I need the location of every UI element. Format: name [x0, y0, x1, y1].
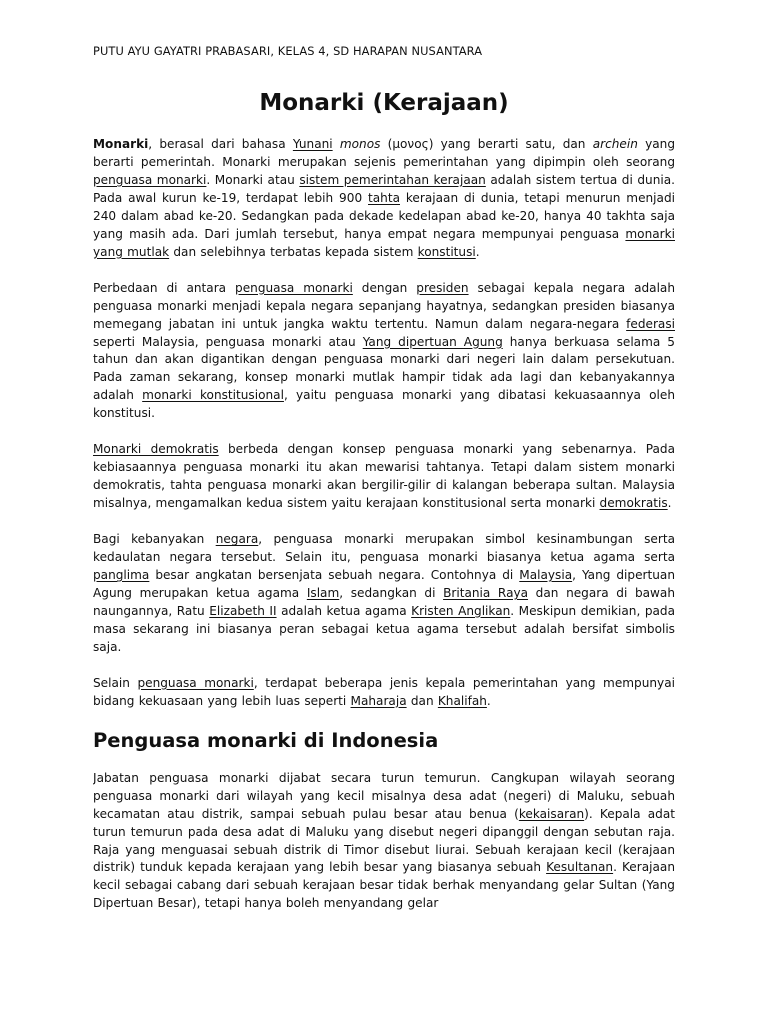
link-maharaja[interactable]: Maharaja [350, 693, 407, 708]
link-demokratis[interactable]: demokratis [599, 496, 668, 511]
text: dengan [352, 280, 417, 295]
text: , Yang dipertuan Agung merupakan ketua agama [93, 568, 675, 600]
text [333, 137, 340, 151]
text: adalah sistem tertua di dunia. Pada awal kurun ke-19, terdapat lebih 900 [93, 172, 675, 205]
link-presiden[interactable]: presiden [416, 280, 469, 295]
text: dan [406, 693, 438, 708]
link-islam[interactable]: Islam [306, 585, 340, 600]
section-heading-indonesia: Penguasa monarki di Indonesia [93, 728, 439, 752]
paragraph-perbedaan [93, 280, 675, 424]
text: kerajaan di dunia, tetapi menurun menjadi 240 dalam abad ke-20. Sedangkan pada dekade kedelapan abad ke-20, hanya 40 takhta saja yang masih ada. Dari jumlah tersebut, hanya empat negara mempunyai penguasa [93, 190, 675, 241]
text: Perbedaan di antara [93, 280, 236, 295]
link-yunani[interactable]: Yunani [292, 137, 333, 151]
text: . [475, 244, 480, 259]
document-title: Monarki (Kerajaan) [259, 90, 509, 116]
text: , terdapat beberapa jenis kepala pemerintahan yang mempunyai bidang kekuasaan yang lebih luas seperti [93, 675, 675, 708]
link-penguasa-monarki[interactable]: penguasa monarki [235, 280, 353, 295]
paragraph-simbol-kesinambungan [93, 531, 675, 657]
link-monarki-yang-mutlak[interactable]: monarki yang mutlak [93, 226, 675, 259]
link-monarki-konstitusional[interactable]: monarki konstitusional [142, 388, 284, 403]
link-kesultanan[interactable]: Kesultanan [546, 860, 614, 875]
link-penguasa-monarki[interactable]: penguasa monarki [93, 172, 207, 187]
text: . [667, 496, 672, 511]
text: (μονος) yang berarti satu, dan [380, 137, 593, 151]
link-britania-raya[interactable]: Britania Raya [443, 585, 529, 600]
text: dan negara di bawah naungannya, Ratu [93, 585, 675, 618]
paragraph-jabatan-turun-temurun [93, 770, 675, 913]
link-sistem-pemerintahan-kerajaan[interactable]: sistem pemerintahan kerajaan [299, 172, 486, 187]
link-negara[interactable]: negara [215, 532, 259, 547]
text: . [486, 693, 491, 708]
link-khalifah[interactable]: Khalifah [437, 693, 487, 708]
text: , yaitu penguasa monarki yang dibatasi kekuasaannya oleh konstitusi. [93, 388, 675, 421]
italic-term-monos: monos [339, 137, 381, 151]
link-elizabeth-ii[interactable]: Elizabeth II [209, 603, 277, 618]
link-malaysia[interactable]: Malaysia [519, 568, 573, 583]
bold-term-monarki: Monarki [93, 137, 149, 151]
text: seperti Malaysia, penguasa monarki atau [93, 334, 363, 349]
paragraph-kepala-pemerintahan [93, 675, 675, 711]
text: Jabatan penguasa monarki dijabat secara turun temurun. Cangkupan wilayah seorang penguasa monarki dari wilayah yang kecil misalnya desa adat (negeri) di Maluku, sebuah kecamatan atau distrik, sampai sebuah pulau besar atau benua ( [93, 770, 675, 821]
paragraph-monarki-demokratis [93, 441, 675, 513]
text: hanya berkuasa selama 5 tahun dan akan digantikan dengan penguasa monarki dari negeri lain dalam persekutuan. Pada zaman sekarang, konsep monarki mutlak hampir tidak ada lagi dan kebanyakannya adalah [93, 334, 675, 403]
running-header: PUTU AYU GAYATRI PRABASARI, KELAS 4, SD HARAPAN NUSANTARA [93, 44, 483, 58]
text: . Monarki atau [206, 172, 300, 187]
text: ). Kepala adat turun temurun pada desa adat di Maluku yang disebut negeri dipanggil dengan sebutan raja. Raja yang menguasai sebuah distrik di Timor disebut liurai. Sebuah kerajaan kecil (kerajaan distrik) tunduk kepada kerajaan yang lebih besar yang biasanya sebuah [93, 806, 675, 875]
text: dan selebihnya terbatas kepada sistem [169, 244, 418, 259]
text: . Kerajaan kecil sebagai cabang dari sebuah kerajaan besar tidak berhak menyandang gelar Sultan (Yang Dipertuan Besar), tetapi hanya boleh menyandang gelar [93, 860, 675, 911]
link-tahta[interactable]: tahta [368, 190, 400, 205]
italic-term-archein: archein [592, 137, 638, 151]
text: besar angkatan bersenjata sebuah negara. Contohnya di [149, 568, 520, 583]
text: , penguasa monarki merupakan simbol kesinambungan serta kedaulatan negara tersebut. Selain itu, penguasa monarki biasanya ketua agama serta [93, 532, 675, 565]
text: yang berarti pemerintah. Monarki merupakan sejenis pemerintahan yang dipimpin oleh seorang [93, 137, 676, 169]
text: Selain [93, 675, 138, 690]
text: sebagai kepala negara adalah penguasa monarki menjadi kepala negara sepanjang hayatnya, sedangkan presiden biasanya memegang jabatan ini untuk jangka waktu tertentu. Namun dalam negara-negara [93, 280, 676, 331]
link-konstitusi[interactable]: konstitusi [417, 244, 476, 259]
paragraph-monarki-definition [93, 136, 675, 262]
link-monarki-demokratis[interactable]: Monarki demokratis [93, 442, 219, 457]
text: adalah ketua agama [276, 603, 412, 618]
link-federasi[interactable]: federasi [626, 316, 675, 331]
document-body [93, 136, 675, 931]
link-panglima[interactable]: panglima [93, 568, 150, 583]
text: Bagi kebanyakan [93, 532, 216, 547]
text: . Meskipun demikian, pada masa sekarang ini biasanya peran sebagai ketua agama tersebut adalah bersifat simbolis saja. [93, 603, 675, 654]
link-penguasa-monarki[interactable]: penguasa monarki [137, 675, 254, 690]
link-yang-dipertuan-agung[interactable]: Yang dipertuan Agung [362, 334, 503, 349]
link-kristen-anglikan[interactable]: Kristen Anglikan [411, 603, 511, 618]
text: berbeda dengan konsep penguasa monarki yang sebenarnya. Pada kebiasaannya penguasa monarki itu akan mewarisi tahtanya. Tetapi dalam sistem monarki demokratis, tahta penguasa monarki akan bergilir-gilir di kalangan beberapa sultan. Malaysia misalnya, mengamalkan kedua sistem yaitu kerajaan konstitusional serta monarki [93, 442, 675, 511]
link-kekaisaran[interactable]: kekaisaran [518, 806, 585, 821]
text: , berasal dari bahasa [148, 137, 293, 151]
text: , sedangkan di [339, 585, 444, 600]
